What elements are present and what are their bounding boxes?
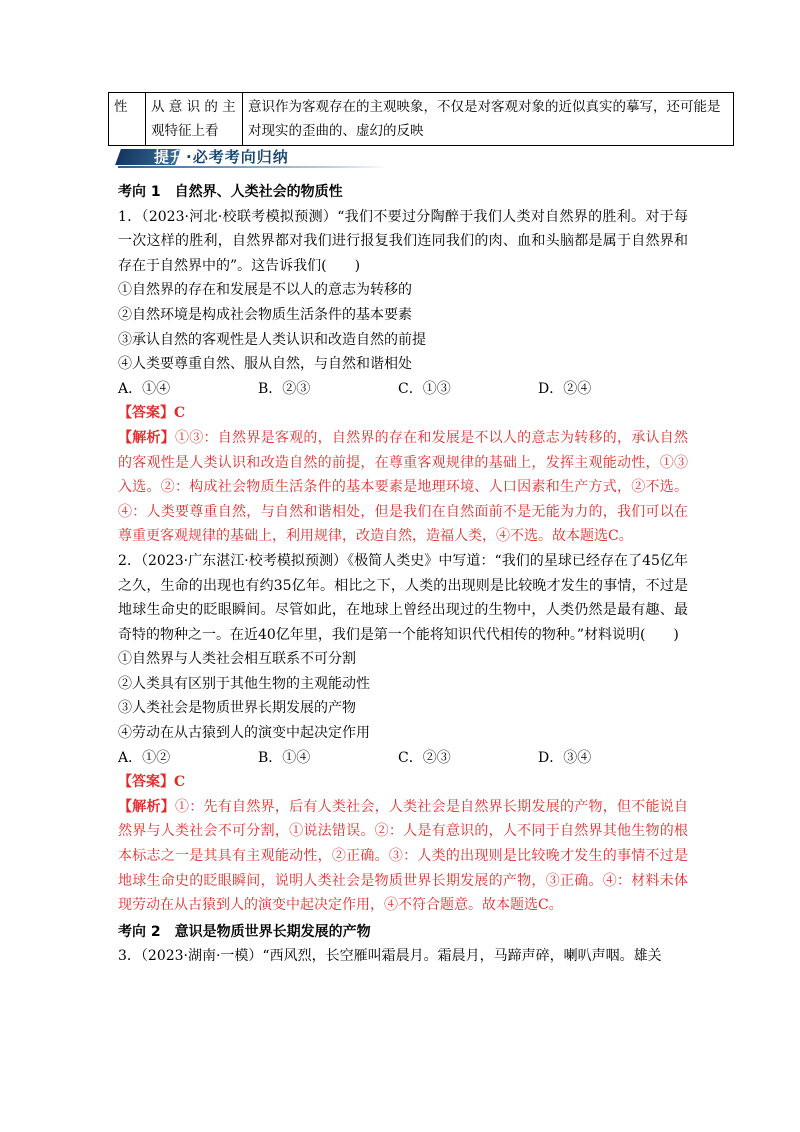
question-1-item: ①自然界的存在和发展是不以人的意志为转移的 [118, 282, 412, 299]
main-content [118, 178, 688, 969]
question-1-stem: 1．（2023·河北·校联考模拟预测）“我们不要过分陶醉于我们人类对自然界的胜利。对于每一次这样的胜利，自然界都对我们进行报复我们连同我们的肉、血和头脑都是属于自然界和存在于自然界中的”。这告诉我们( ) [118, 208, 688, 274]
option-a: A．①② [118, 749, 171, 766]
banner-title [154, 146, 289, 167]
question-2-item: ②人类具有区别于其他生物的主观能动性 [118, 675, 370, 692]
section-heading-1: 考向 1 自然界、人类社会的物质性 [118, 184, 343, 200]
banner-title-part2: 必考考向归纳 [192, 148, 289, 166]
table-row [109, 93, 734, 146]
section-banner [118, 147, 448, 169]
option-d: D．②④ [538, 380, 592, 397]
section-heading-2: 考向 2 意识是物质世界长期发展的产物 [118, 923, 371, 940]
analysis-label: 【解析】 [118, 798, 176, 815]
question-2-stem: 2．（2023·广东湛江·校考模拟预测）《极简人类史》中写道：“我们的星球已经存在了45亿年之久，生命的出现也有约35亿年。相比之下，人类的出现则是比较晚才发生的事情，不过是地球生命史的眨眼瞬间。尽管如此，在地球上曾经出现过的生物中，人类仍然是最有趣、最奇特的物种之一。在近40亿年里，我们是第一个能将知识代代相传的物种。”材料说明( ) [118, 552, 688, 643]
analysis-text: ①③：自然界是客观的，自然界的存在和发展是不以人的意志为转移的，承认自然的客观性是人类认识和改造自然的前提，在尊重客观规律的基础上，发挥主观能动性，①③入选。②：构成社会物质生活条件的基本要素是地理环境、人口因素和生产方式，②不选。④：人类要尊重自然，与自然和谐相处，但是我们在自然面前不是无能为力的，我们可以在尊重更客观规律的基础上，利用规律，改造自然，造福人类，④不选。故本题选C。 [118, 429, 689, 545]
table-cell-col1: 性 [109, 93, 146, 146]
question-3-stem: 3．（2023·湖南·一模）“西风烈，长空雁叫霜晨月。霜晨月，马蹄声碎，喇叭声咽。雄关 [118, 948, 662, 965]
banner-title-part1: 提升 [154, 148, 187, 166]
option-a: A．①④ [118, 380, 171, 397]
option-b: B．①④ [258, 749, 311, 766]
option-c: C．①③ [398, 380, 451, 397]
option-d: D．③④ [538, 749, 592, 766]
concept-table [108, 92, 734, 146]
question-1-answer [118, 401, 688, 426]
question-2-answer [118, 770, 688, 795]
question-1-item: ③承认自然的客观性是人类认识和改造自然的前提 [118, 331, 426, 348]
banner-title-dot: · [186, 148, 193, 166]
analysis-text: ①：先有自然界，后有人类社会，人类社会是自然界长期发展的产物，但不能说自然界与人类社会不可分割，①说法错误。②：人是有意识的，人不同于自然界其他生物的根本标志之一是其具有主观能动性，②正确。③：人类的出现则是比较晚才发生的事情不过是地球生命史的眨眼瞬间，说明人类社会是物质世界长期发展的产物，③正确。④：材料未体现劳动在从古猿到人的演变中起决定作用，④不符合题意。故本题选C。 [118, 798, 689, 914]
question-1-analysis [118, 426, 688, 549]
question-2-options [118, 746, 688, 771]
option-b: B．②③ [258, 380, 311, 397]
question-2-item: ③人类社会是物质世界长期发展的产物 [118, 700, 356, 717]
question-1-options [118, 377, 688, 402]
analysis-label: 【解析】 [118, 429, 176, 446]
answer-value: C [174, 774, 186, 791]
option-c: C．②③ [398, 749, 451, 766]
question-1-item: ②自然环境是构成社会物质生活条件的基本要素 [118, 306, 412, 323]
question-2-item: ④劳动在从古猿到人的演变中起决定作用 [118, 725, 370, 742]
answer-value: C [174, 405, 186, 422]
table-cell-col2: 从 意 识 的 主观特征上看 [146, 93, 243, 146]
question-2-analysis [118, 795, 688, 918]
question-2-item: ①自然界与人类社会相互联系不可分割 [118, 651, 356, 668]
question-1-item: ④人类要尊重自然、服从自然，与自然和谐相处 [118, 356, 412, 373]
table-cell-col3: 意识作为客观存在的主观映象，不仅是对客观对象的近似真实的摹写，还可能是对现实的歪曲的、虚幻的反映 [243, 93, 734, 146]
answer-label: 【答案】 [118, 405, 174, 422]
answer-label: 【答案】 [118, 774, 174, 791]
